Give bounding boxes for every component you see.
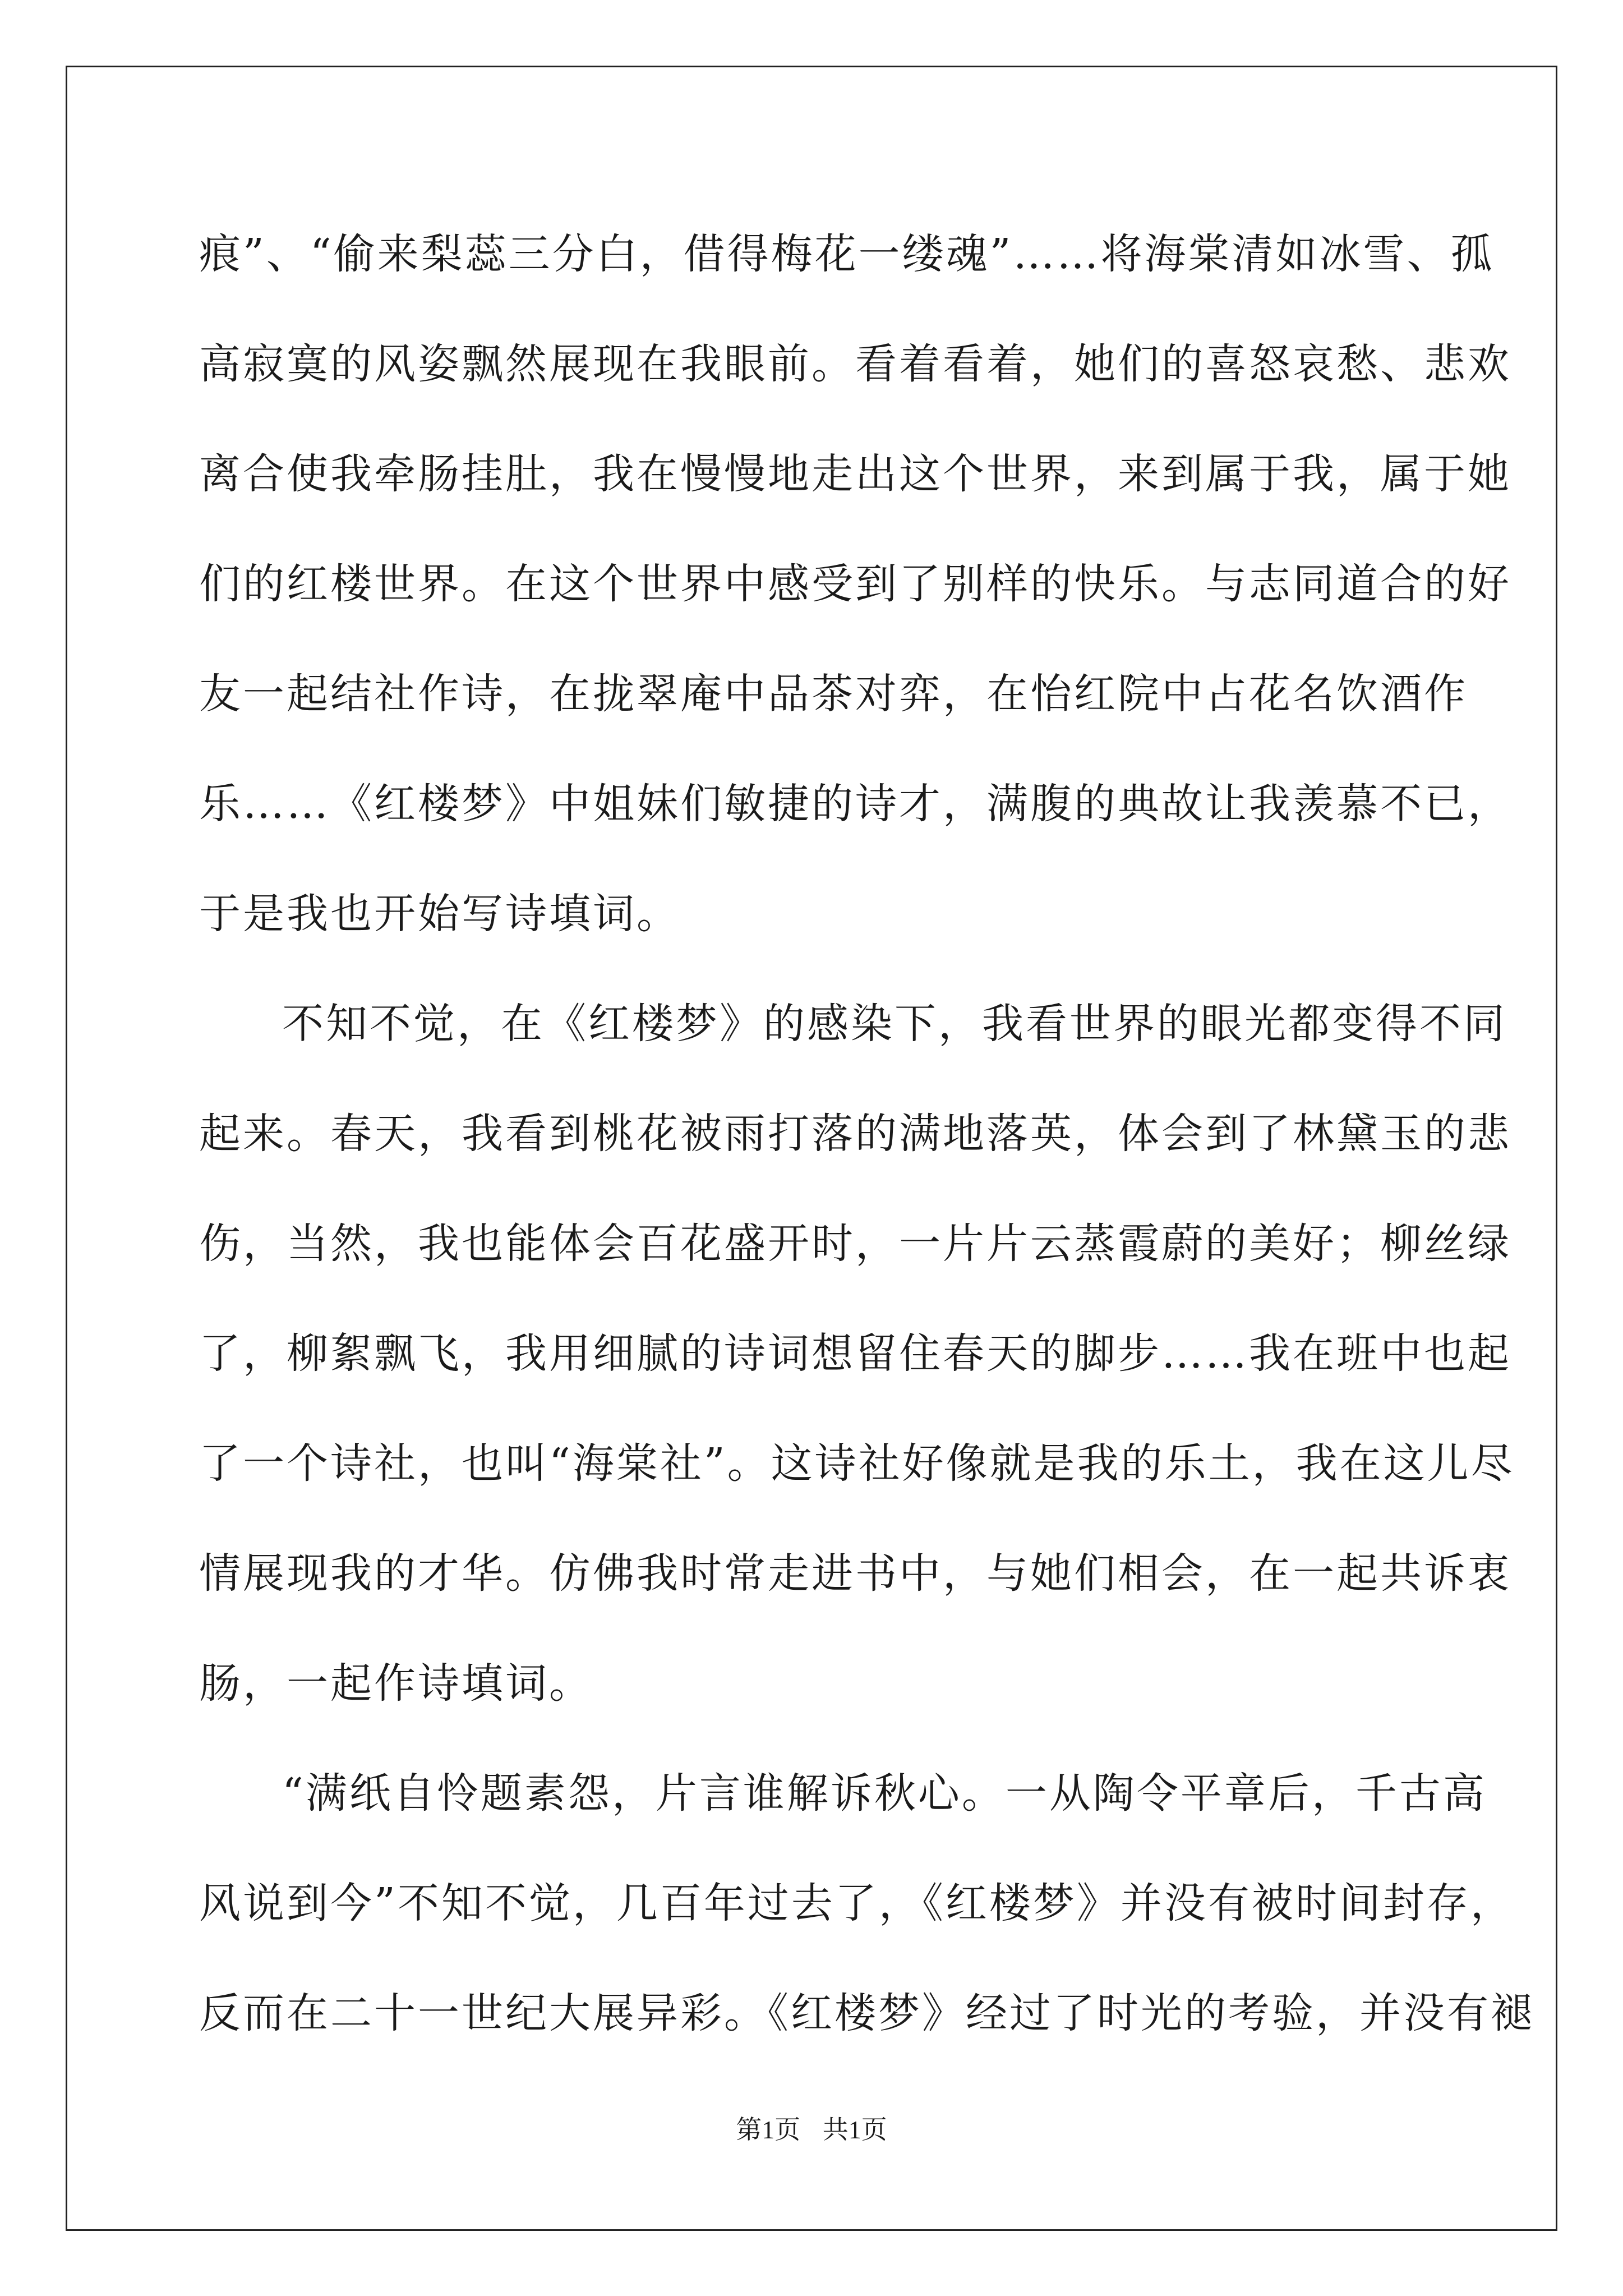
text-line: 伤，当然，我也能体会百花盛开时，一片片云蒸霞蔚的美好；柳丝绿 — [199, 1220, 1511, 1268]
page-number-total: 共1页 — [822, 2115, 887, 2144]
text-line: 了一个诗社，也叫“海棠社”。这诗社好像就是我的乐土，我在这儿尽 — [199, 1439, 1515, 1488]
text-line: 风说到今”不知不觉，几百年过去了，《红楼梦》并没有被时间封存， — [199, 1879, 1514, 1927]
text-line: 友一起结社作诗，在拢翠庵中品茶对弈，在怡红院中占花名饮酒作 — [199, 670, 1468, 718]
paragraph-first-line: “满纸自怜题素怨，片言谁解诉秋心。一从陶令平章后，千古高 — [282, 1769, 1487, 1818]
page-footer — [0, 2109, 1623, 2146]
text-line: 痕”、“偷来梨蕊三分白，借得梅花一缕魂”……将海棠清如冰雪、孤 — [199, 230, 1495, 278]
text-line: 离合使我牵肠挂肚，我在慢慢地走出这个世界，来到属于我，属于她 — [199, 450, 1511, 498]
paragraph-first-line: 不知不觉，在《红楼梦》的感染下，我看世界的眼光都变得不同 — [282, 1000, 1507, 1048]
text-line: 们的红楼世界。在这个世界中感受到了别样的快乐。与志同道合的好 — [199, 560, 1511, 608]
page-number-current: 第1页 — [736, 2115, 801, 2144]
text-line: 肠，一起作诗填词。 — [199, 1659, 593, 1708]
text-line: 起来。春天，我看到桃花被雨打落的满地落英，体会到了林黛玉的悲 — [199, 1110, 1511, 1158]
text-line: 乐……《红楼梦》中姐妹们敏捷的诗才，满腹的典故让我羡慕不已， — [199, 780, 1511, 828]
text-line: 了，柳絮飘飞，我用细腻的诗词想留住春天的脚步……我在班中也起 — [199, 1329, 1511, 1378]
text-line: 情展现我的才华。仿佛我时常走进书中，与她们相会，在一起共诉衷 — [199, 1549, 1511, 1598]
text-line: 于是我也开始写诗填词。 — [199, 890, 680, 938]
document-body — [199, 199, 1534, 2068]
text-line: 高寂寞的风姿飘然展现在我眼前。看着看着，她们的喜怒哀愁、悲欢 — [199, 340, 1511, 388]
text-line: 反而在二十一世纪大展异彩。《红楼梦》经过了时光的考验，并没有褪 — [199, 1989, 1534, 2037]
